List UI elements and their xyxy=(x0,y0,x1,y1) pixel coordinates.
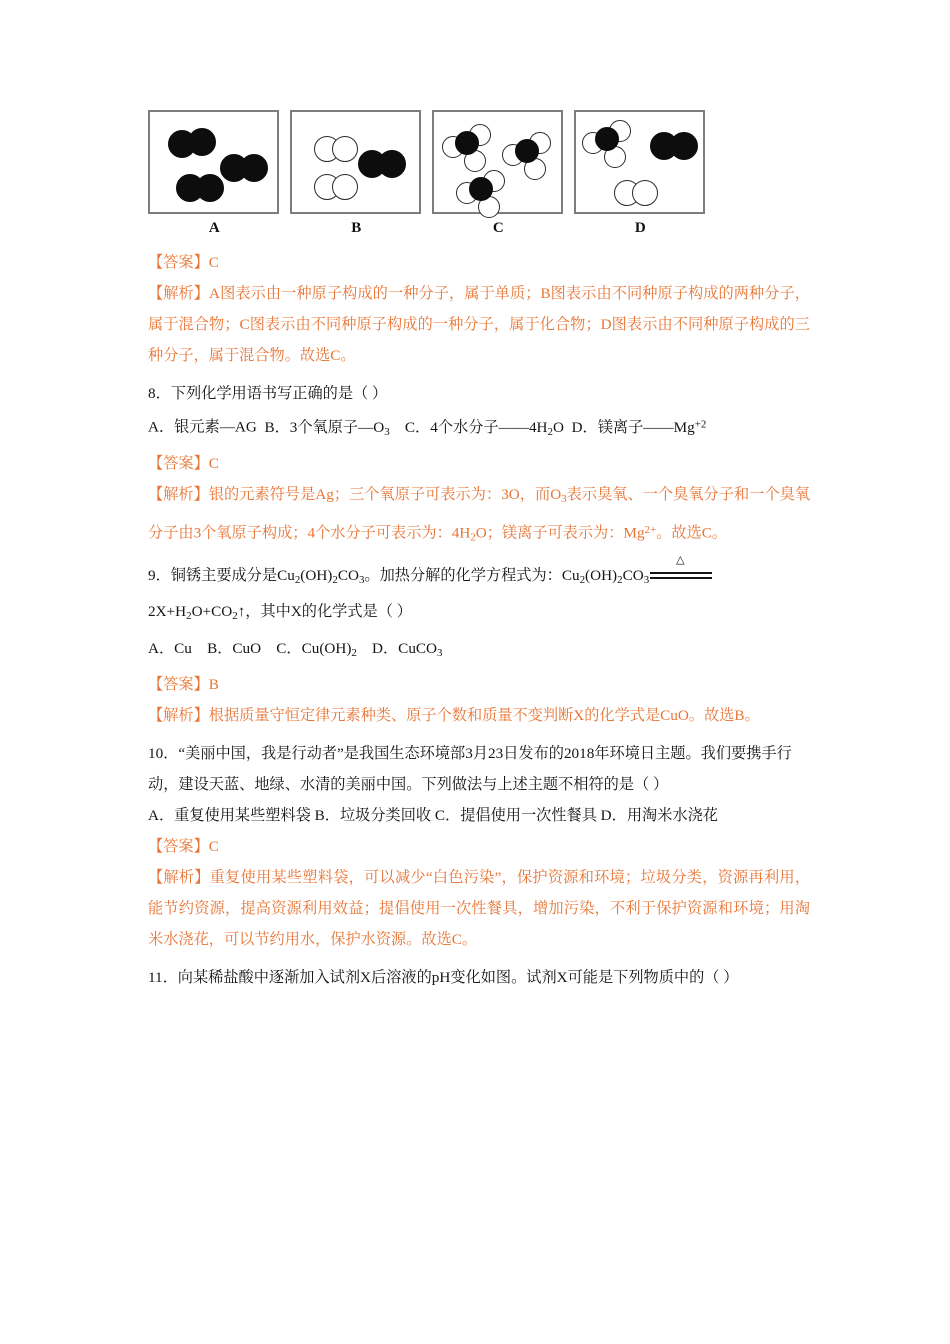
atom-white xyxy=(332,136,358,162)
q8-option-c: C．4个水分子$——4H_2O$ xyxy=(404,418,564,438)
page-content xyxy=(148,110,810,993)
atom-black xyxy=(378,150,406,178)
analysis-tag: 【解析】 xyxy=(148,868,210,886)
figure-label-d: D xyxy=(634,220,647,236)
q9-stem-line1: 9．铜锈主要成分是$Cu_2(OH)_2CO_3$。加热分解的化学方程式为：$Cu_2(OH)_2CO_3$ △ xyxy=(148,560,810,596)
analysis-tag: 【解析】 xyxy=(148,485,209,503)
atom-black xyxy=(469,177,493,201)
q8-options xyxy=(148,409,810,448)
molecule-box-b xyxy=(290,110,421,214)
answer-tag: 【答案】 xyxy=(148,254,209,271)
answer-value: C xyxy=(208,254,219,271)
figure-label-b: B xyxy=(351,220,362,236)
figure-cell-b xyxy=(290,110,423,237)
molecule-box-c xyxy=(432,110,563,214)
q9-answer-line xyxy=(148,669,810,700)
q9-option-a: A．Cu xyxy=(148,639,192,657)
atom-black xyxy=(188,128,216,156)
figure-cell-a xyxy=(148,110,281,237)
answer-tag: 【答案】 xyxy=(148,675,209,693)
q8-analysis: 【解析】银的元素符号是Ag；三个氧原子可表示为：3O，而$O_3$表示臭氧、一个臭氧分子和一个臭氧分子由3个氧原子构成；4个水分子可表示为：$4H_2O$；镁离子可表示为：$Mg^{2+}$。故选C。 xyxy=(148,485,811,544)
q7-analysis xyxy=(148,278,810,371)
atom-black xyxy=(196,174,224,202)
molecule-model-diagram xyxy=(148,110,810,237)
figure-cell-d xyxy=(574,110,707,237)
q9-option-c: C．$Cu(OH)_2$ xyxy=(276,639,357,659)
analysis-tag: 【解析】 xyxy=(148,285,210,302)
delta-heat-symbol: △ xyxy=(676,554,685,567)
atom-black xyxy=(515,139,539,163)
figure-cell-c xyxy=(432,110,565,237)
q9-option-d: D．CuCO$_3$ xyxy=(372,639,443,659)
reaction-arrow xyxy=(650,554,712,581)
q8-option-b: B．3个氧原子$—O_3$ xyxy=(264,418,390,438)
q11-stem: 11．向某稀盐酸中逐渐加入试剂X后溶液的pH变化如图。试剂X可能是下列物质中的（ ） xyxy=(148,968,739,986)
analysis-text: 重复使用某些塑料袋，可以减少“白色污染”，保护资源和环境；垃圾分类，资源再利用，能节约资源，提高资源利用效益；提倡使用一次性餐具，增加污染，不利于保护资源和环境；用淘米水浇花，可以节约用水，保护水资源。故选C。 xyxy=(148,868,811,948)
answer-value: C xyxy=(208,454,219,472)
q10-answer-line xyxy=(148,831,810,862)
answer-value: C xyxy=(208,837,219,855)
q9-stem-line2: $2X+H_2O+CO_2↑$，其中X的化学式是（ ） xyxy=(148,603,412,623)
molecule-box-d xyxy=(574,110,705,214)
atom-white xyxy=(632,180,658,206)
q8-answer-line xyxy=(148,448,810,479)
analysis-text: 根据质量守恒定律元素种类、原子个数和质量不变判断X的化学式是CuO。故选B。 xyxy=(208,706,760,724)
q10-options: A．重复使用某些塑料袋 B．垃圾分类回收 C．提倡使用一次性餐具 D．用淘米水浇花 xyxy=(148,806,718,824)
atom-black xyxy=(455,131,479,155)
analysis-text: A图表示由一种原子构成的一种分子，属于单质；B图表示由不同种原子构成的两种分子，属于混合物；C图表示由不同种原子构成的一种分子，属于化合物；D图表示由不同种原子构成的三种分子，属于混合物。故选C。 xyxy=(148,285,810,364)
atom-white xyxy=(332,174,358,200)
q8-stem: 8．下列化学用语书写正确的是（ ） xyxy=(148,385,388,402)
q10-stem: 10．“美丽中国，我是行动者”是我国生态环境部3月23日发布的2018年环境日主题。我们要携手行动，建设天蓝、地绿、水清的美丽中国。下列做法与上述主题不相符的是（ ） xyxy=(148,744,792,793)
molecule-box-a xyxy=(148,110,279,214)
answer-value: B xyxy=(208,675,219,693)
figure-label-c: C xyxy=(492,220,505,236)
figure-label-a: A xyxy=(208,220,221,236)
q7-answer-line xyxy=(148,247,810,278)
q9-analysis xyxy=(148,700,810,731)
q10-analysis xyxy=(148,862,810,955)
answer-tag: 【答案】 xyxy=(148,454,209,472)
q9-option-b: B．CuO xyxy=(207,639,262,657)
answer-tag: 【答案】 xyxy=(148,837,209,855)
atom-black xyxy=(670,132,698,160)
analysis-tag: 【解析】 xyxy=(148,706,209,724)
atom-black xyxy=(240,154,268,182)
q9-options xyxy=(148,633,810,669)
q8-option-d: D．镁离子$——Mg^{+2}$ xyxy=(571,418,707,436)
atom-black xyxy=(595,127,619,151)
q8-option-a: A．银元素—AG xyxy=(148,418,257,436)
